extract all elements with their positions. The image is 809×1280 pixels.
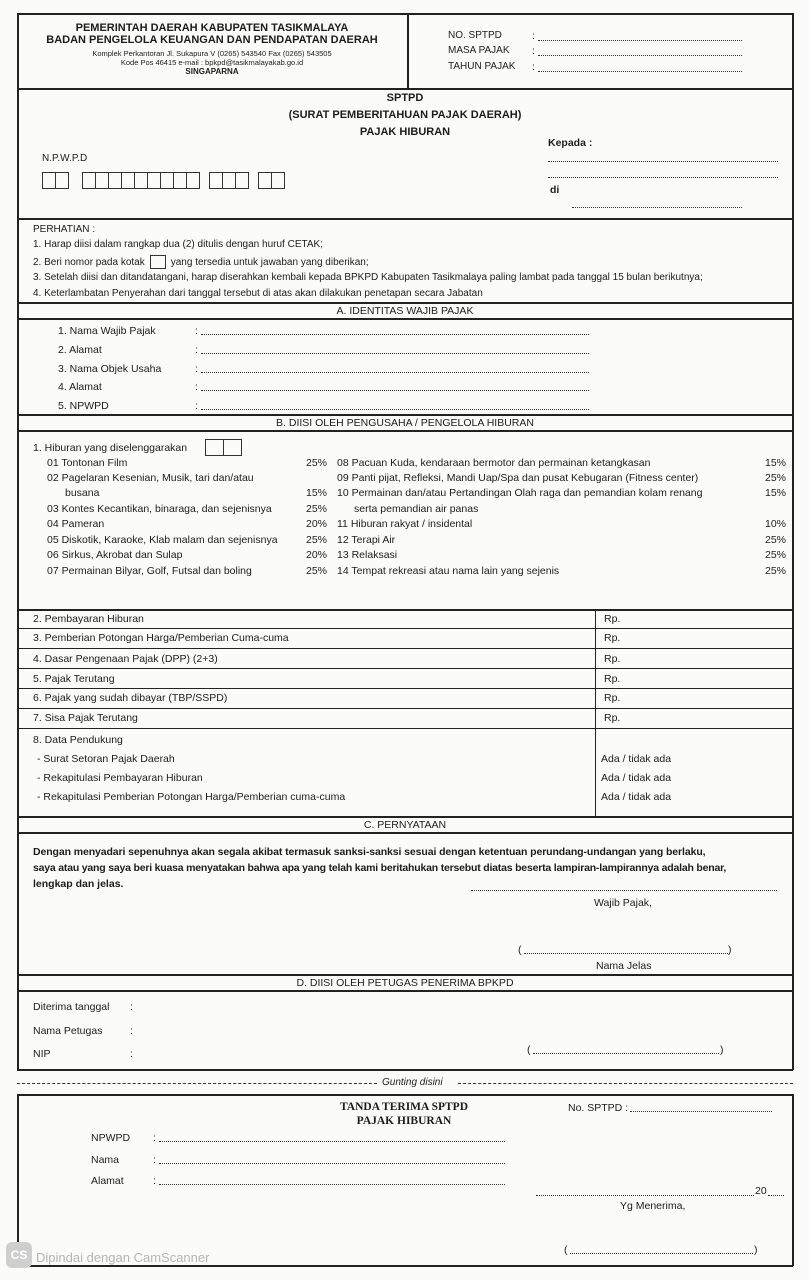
kepada-field-1[interactable] (548, 161, 778, 162)
agency-city: SINGAPARNA (185, 67, 239, 76)
officer-paren-open: ( (527, 1044, 531, 1056)
category-06: 06 Sirkus, Akrobat dan Sulap (47, 549, 183, 561)
hiburan-question (33, 439, 242, 456)
label-alamat-objek: 4. Alamat (58, 381, 102, 393)
row-pajak-terutang: 5. Pajak Terutang (33, 673, 115, 685)
colon: : (195, 325, 198, 337)
npwpd-box[interactable] (173, 172, 187, 189)
npwpd-box[interactable] (134, 172, 148, 189)
receipt-year: 20 (755, 1185, 767, 1197)
perhatian-item-4: 4. Keterlambatan Penyerahan dari tanggal tersebut di atas akan dilakukan penetapan secara Jabatan (33, 288, 483, 299)
category-14: 14 Tempat rekreasi atau nama lain yang sejenis (337, 565, 560, 577)
npwpd-box[interactable] (121, 172, 135, 189)
colon: : (532, 61, 535, 73)
colon: : (195, 381, 198, 393)
kepada-field-2[interactable] (548, 177, 778, 178)
rate-06: 20% (305, 549, 327, 561)
cut-line-right (458, 1083, 793, 1084)
category-02: 02 Pagelaran Kesenian, Musik, tari dan/atau (47, 472, 254, 484)
row-potongan-harga: 3. Pemberian Potongan Harga/Pemberian Cuma-cuma (33, 632, 289, 644)
amount-pajak-dibayar[interactable]: Rp. (604, 692, 621, 704)
support-rekap-potongan: - Rekapitulasi Pemberian Potongan Harga/Pemberian cuma-cuma (37, 791, 346, 803)
perhatian-title: PERHATIAN : (33, 224, 96, 235)
colon: : (130, 1025, 133, 1037)
no-sptpd-field[interactable] (538, 40, 742, 41)
category-12: 12 Terapi Air (337, 534, 396, 546)
row-dasar-pengenaan: 4. Dasar Pengenaan Pajak (DPP) (2+3) (33, 653, 218, 665)
perhatian-item-2-start: 2. Beri nomor pada kotak (33, 256, 145, 268)
row-pajak-dibayar: 6. Pajak yang sudah dibayar (TBP/SSPD) (33, 692, 228, 704)
npwpd-box[interactable] (108, 172, 122, 189)
receiver-signature-field[interactable] (570, 1253, 753, 1254)
label-alamat: 2. Alamat (58, 344, 102, 356)
receiver-paren-close: ) (754, 1244, 758, 1256)
rate-09: 25% (764, 472, 786, 484)
receipt-nama-field[interactable] (159, 1163, 505, 1164)
rate-05: 25% (305, 534, 327, 546)
nama-jelas-label: Nama Jelas (596, 960, 652, 972)
government-name: PEMERINTAH DAERAH KABUPATEN TASIKMALAYA (75, 22, 349, 34)
hiburan-question-label: 1. Hiburan yang diselenggarakan (33, 441, 188, 454)
agency-header (18, 22, 406, 76)
rate-01: 25% (305, 457, 327, 469)
receipt-npwpd-label: NPWPD (91, 1132, 131, 1144)
label-diterima-tanggal: Diterima tanggal (33, 1001, 110, 1013)
rate-10: 15% (764, 487, 786, 499)
npwpd-box[interactable] (82, 172, 96, 189)
npwpd-label: N.P.W.P.D (42, 153, 88, 164)
npwpd-box[interactable] (271, 172, 285, 189)
perhatian-item-1: 1. Harap diisi dalam rangkap dua (2) ditulis dengan huruf CETAK; (33, 239, 323, 250)
colon: : (153, 1132, 156, 1144)
perhatian-item-2 (33, 255, 369, 269)
signature-name-field[interactable] (524, 953, 728, 954)
npwpd-box[interactable] (95, 172, 109, 189)
label-tahun-pajak: TAHUN PAJAK (448, 61, 516, 72)
colon: : (130, 1001, 133, 1013)
officer-paren-close: ) (720, 1044, 724, 1056)
cut-label: Gunting disini (382, 1077, 443, 1088)
receipt-no-field[interactable] (630, 1111, 772, 1112)
receipt-date-field[interactable] (536, 1195, 754, 1196)
npwpd-field[interactable] (201, 409, 589, 410)
category-10-cont: serta pemandian air panas (354, 503, 479, 515)
npwpd-box[interactable] (209, 172, 223, 189)
perhatian-item-3: 3. Setelah diisi dan ditandatangani, harap diserahkan kembali kepada BPKPD Kabupaten Tasikmalaya paling lambat pada tanggal 15 bulan berikutnya; (33, 272, 703, 283)
signature-paren-open: ( (518, 944, 522, 956)
data-pendukung-label: 8. Data Pendukung (33, 734, 123, 746)
npwpd-box[interactable] (235, 172, 249, 189)
npwpd-box[interactable] (147, 172, 161, 189)
amount-pajak-terutang[interactable]: Rp. (604, 673, 621, 685)
colon: : (195, 344, 198, 356)
di-field[interactable] (572, 207, 742, 208)
colon: : (153, 1154, 156, 1166)
category-03: 03 Kontes Kecantikan, binaraga, dan sejenisnya (47, 503, 272, 515)
nama-objek-usaha-field[interactable] (201, 372, 589, 373)
label-nama-wajib-pajak: 1. Nama Wajib Pajak (58, 325, 156, 337)
receipt-no-label: No. SPTPD : (568, 1102, 629, 1114)
colon: : (153, 1175, 156, 1187)
label-masa-pajak: MASA PAJAK (448, 45, 510, 56)
category-11: 11 Hiburan rakyat / insidental (337, 518, 473, 530)
statement-line-3: lengkap dan jelas. (33, 878, 124, 890)
form-subtitle: PAJAK HIBURAN (359, 126, 451, 138)
npwpd-box[interactable] (55, 172, 69, 189)
label-npwpd: 5. NPWPD (58, 400, 109, 412)
kepada-label: Kepada : (548, 137, 593, 149)
perhatian-item-2-end: yang tersedia untuk jawaban yang diberikan; (170, 256, 369, 268)
camscanner-logo-icon: CS (6, 1242, 32, 1268)
npwpd-boxes[interactable] (42, 172, 294, 189)
label-nip: NIP (33, 1048, 51, 1060)
label-nama-petugas: Nama Petugas (33, 1025, 103, 1037)
section-d-title: D. DIISI OLEH PETUGAS PENERIMA BPKPD (296, 977, 514, 989)
statement-line-2: saya atau yang saya beri kuasa menyatakan bahwa apa yang telah kami beritahukan tersebut diatas beserta lampiran-lampirannya adalah benar, (33, 862, 727, 874)
place-date-field[interactable] (471, 890, 777, 891)
support-rekap-pembayaran: - Rekapitulasi Pembayaran Hiburan (37, 772, 203, 784)
rate-14: 25% (764, 565, 786, 577)
row-pembayaran-hiburan: 2. Pembayaran Hiburan (33, 613, 144, 625)
statement-line-1: Dengan menyadari sepenuhnya akan segala akibat termasuk sanksi-sanksi sesuai dengan ketentuan perundang-undangan yang berlaku, (33, 846, 706, 858)
label-no-sptpd: NO. SPTPD (448, 30, 502, 41)
receipt-alamat-label: Alamat (91, 1175, 124, 1187)
npwpd-box[interactable] (222, 172, 236, 189)
form-title: (SURAT PEMBERITAHUAN PAJAK DAERAH) (288, 109, 522, 121)
amount-potongan-harga[interactable]: Rp. (604, 632, 621, 644)
receipt-subtitle: PAJAK HIBURAN (356, 1115, 452, 1127)
category-04: 04 Pameran (47, 518, 105, 530)
cut-line-left (17, 1083, 377, 1084)
npwpd-box[interactable] (42, 172, 56, 189)
example-box (150, 255, 166, 269)
npwpd-box[interactable] (258, 172, 272, 189)
alamat-objek-field[interactable] (201, 390, 589, 391)
npwpd-box[interactable] (186, 172, 200, 189)
nama-wajib-pajak-field[interactable] (201, 334, 589, 335)
signature-paren-close: ) (728, 944, 732, 956)
tahun-pajak-field[interactable] (538, 71, 742, 72)
category-09: 09 Panti pijat, Refleksi, Mandi Uap/Spa dan pusat Kebugaran (Fitness center) (337, 472, 699, 484)
support-surat-setoran: - Surat Setoran Pajak Daerah (37, 753, 175, 765)
rate-02: 15% (305, 487, 327, 499)
category-05: 05 Diskotik, Karaoke, Klab malam dan sejenisnya (47, 534, 278, 546)
category-08: 08 Pacuan Kuda, kendaraan bermotor dan permainan ketangkasan (337, 457, 651, 469)
di-label: di (550, 184, 560, 196)
colon: : (195, 363, 198, 375)
amount-pembayaran-hiburan[interactable]: Rp. (604, 613, 621, 625)
receipt-year-field[interactable] (768, 1195, 784, 1196)
colon: : (532, 30, 535, 42)
colon: : (532, 45, 535, 57)
hiburan-box-2[interactable] (223, 439, 242, 456)
wajib-pajak-label: Wajib Pajak, (594, 897, 652, 909)
alamat-field[interactable] (201, 353, 589, 354)
receipt-npwpd-field[interactable] (159, 1141, 505, 1142)
rate-07: 25% (305, 565, 327, 577)
receiver-paren-open: ( (564, 1244, 568, 1256)
amount-sisa-pajak[interactable]: Rp. (604, 712, 621, 724)
label-nama-objek-usaha: 3. Nama Objek Usaha (58, 363, 162, 375)
colon: : (130, 1048, 133, 1060)
agency-name: BADAN PENGELOLA KEUANGAN DAN PENDAPATAN DAERAH (46, 34, 378, 46)
receipt-alamat-field[interactable] (159, 1184, 505, 1185)
watermark-text: Dipindai dengan CamScanner (36, 1250, 210, 1265)
rate-12: 25% (764, 534, 786, 546)
form-title-code: SPTPD (386, 92, 424, 104)
section-c-title: C. PERNYATAAN (363, 819, 447, 831)
category-02-cont: busana (65, 487, 100, 499)
option-rekap-potongan[interactable]: Ada / tidak ada (601, 791, 672, 803)
receipt-nama-label: Nama (91, 1154, 120, 1166)
officer-signature-field[interactable] (533, 1053, 719, 1054)
agency-address: Komplek Perkantoran Jl. Sukapura V (0265) 543540 Fax (0265) 543505 (92, 49, 332, 58)
npwpd-box[interactable] (160, 172, 174, 189)
receipt-yg-menerima: Yg Menerima, (620, 1200, 686, 1212)
amount-dasar-pengenaan[interactable]: Rp. (604, 653, 621, 665)
section-a-title: A. IDENTITAS WAJIB PAJAK (336, 305, 474, 317)
rate-08: 15% (764, 457, 786, 469)
category-01: 01 Tontonan Film (47, 457, 128, 469)
option-surat-setoran[interactable]: Ada / tidak ada (601, 753, 672, 765)
option-rekap-pembayaran[interactable]: Ada / tidak ada (601, 772, 672, 784)
hiburan-box-1[interactable] (205, 439, 224, 456)
masa-pajak-field[interactable] (538, 55, 742, 56)
category-13: 13 Relaksasi (337, 549, 398, 561)
rate-11: 10% (764, 518, 786, 530)
section-b-title: B. DIISI OLEH PENGUSAHA / PENGELOLA HIBURAN (276, 417, 534, 429)
category-10: 10 Permainan dan/atau Pertandingan Olah raga dan pemandian kolam renang (337, 487, 703, 499)
category-07: 07 Permainan Bilyar, Golf, Futsal dan boling (47, 565, 252, 577)
receipt-title: TANDA TERIMA SPTPD (339, 1101, 468, 1113)
rate-04: 20% (305, 518, 327, 530)
rate-03: 25% (305, 503, 327, 515)
rate-13: 25% (764, 549, 786, 561)
row-sisa-pajak: 7. Sisa Pajak Terutang (33, 712, 138, 724)
colon: : (195, 400, 198, 412)
agency-contact: Kode Pos 46415 e-mail : bpkpd@tasikmalayakab.go.id (120, 58, 304, 67)
